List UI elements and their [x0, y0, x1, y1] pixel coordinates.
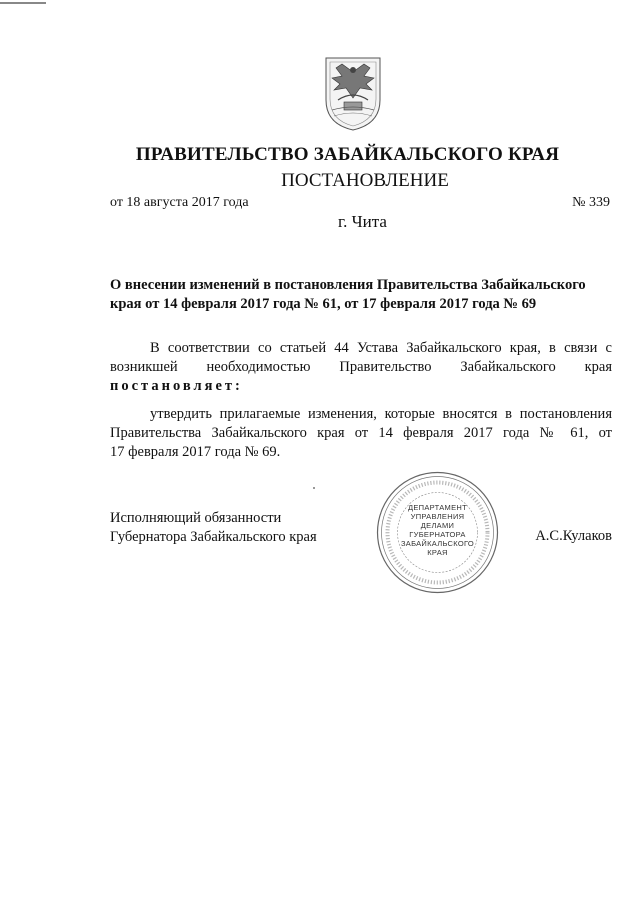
preamble-paragraph	[110, 339, 612, 396]
paragraph-line: 17 февраля 2017 года № 69.	[110, 444, 281, 460]
paragraph-line: В соответствии со статьей 44 Устава Забайкальского края, в связи с	[150, 340, 612, 356]
paragraph-line: Правительства Забайкальского края от 14 февраля 2017 года № 61, от	[110, 425, 612, 441]
government-title: ПРАВИТЕЛЬСТВО ЗАБАЙКАЛЬСКОГО КРАЯ	[135, 144, 560, 165]
document-date: от 18 августа 2017 года	[110, 195, 249, 210]
signatory-name: А.С.Кулаков	[535, 528, 612, 544]
signatory-title-line: Губернатора Забайкальского края	[110, 529, 317, 545]
scan-dot	[313, 487, 315, 489]
coat-of-arms-icon	[322, 54, 384, 132]
scan-corner-mark	[0, 2, 46, 4]
document-city: г. Чита	[338, 212, 387, 231]
subject-line: О внесении изменений в постановления Правительства Забайкальского	[110, 277, 586, 293]
document-number: № 339	[572, 195, 610, 210]
stamp-text: ДЕПАРТАМЕНТ УПРАВЛЕНИЯ ДЕЛАМИ ГУБЕРНАТОРА ЗАБАЙКАЛЬСКОГО КРАЯ	[400, 503, 475, 557]
document-type: ПОСТАНОВЛЕНИЕ	[281, 170, 449, 191]
paragraph-line: возникшей необходимостью Правительство Забайкальского края	[110, 359, 612, 375]
subject-line: края от 14 февраля 2017 года № 61, от 17 февраля 2017 года № 69	[110, 296, 537, 312]
decree-keyword: постановляет:	[110, 378, 243, 394]
signatory-title	[110, 509, 317, 547]
signatory-title-line: Исполняющий обязанности	[110, 510, 282, 526]
document-subject	[110, 276, 612, 314]
paragraph-line: утвердить прилагаемые изменения, которые вносятся в постановления	[150, 406, 612, 422]
resolution-paragraph	[110, 405, 612, 462]
